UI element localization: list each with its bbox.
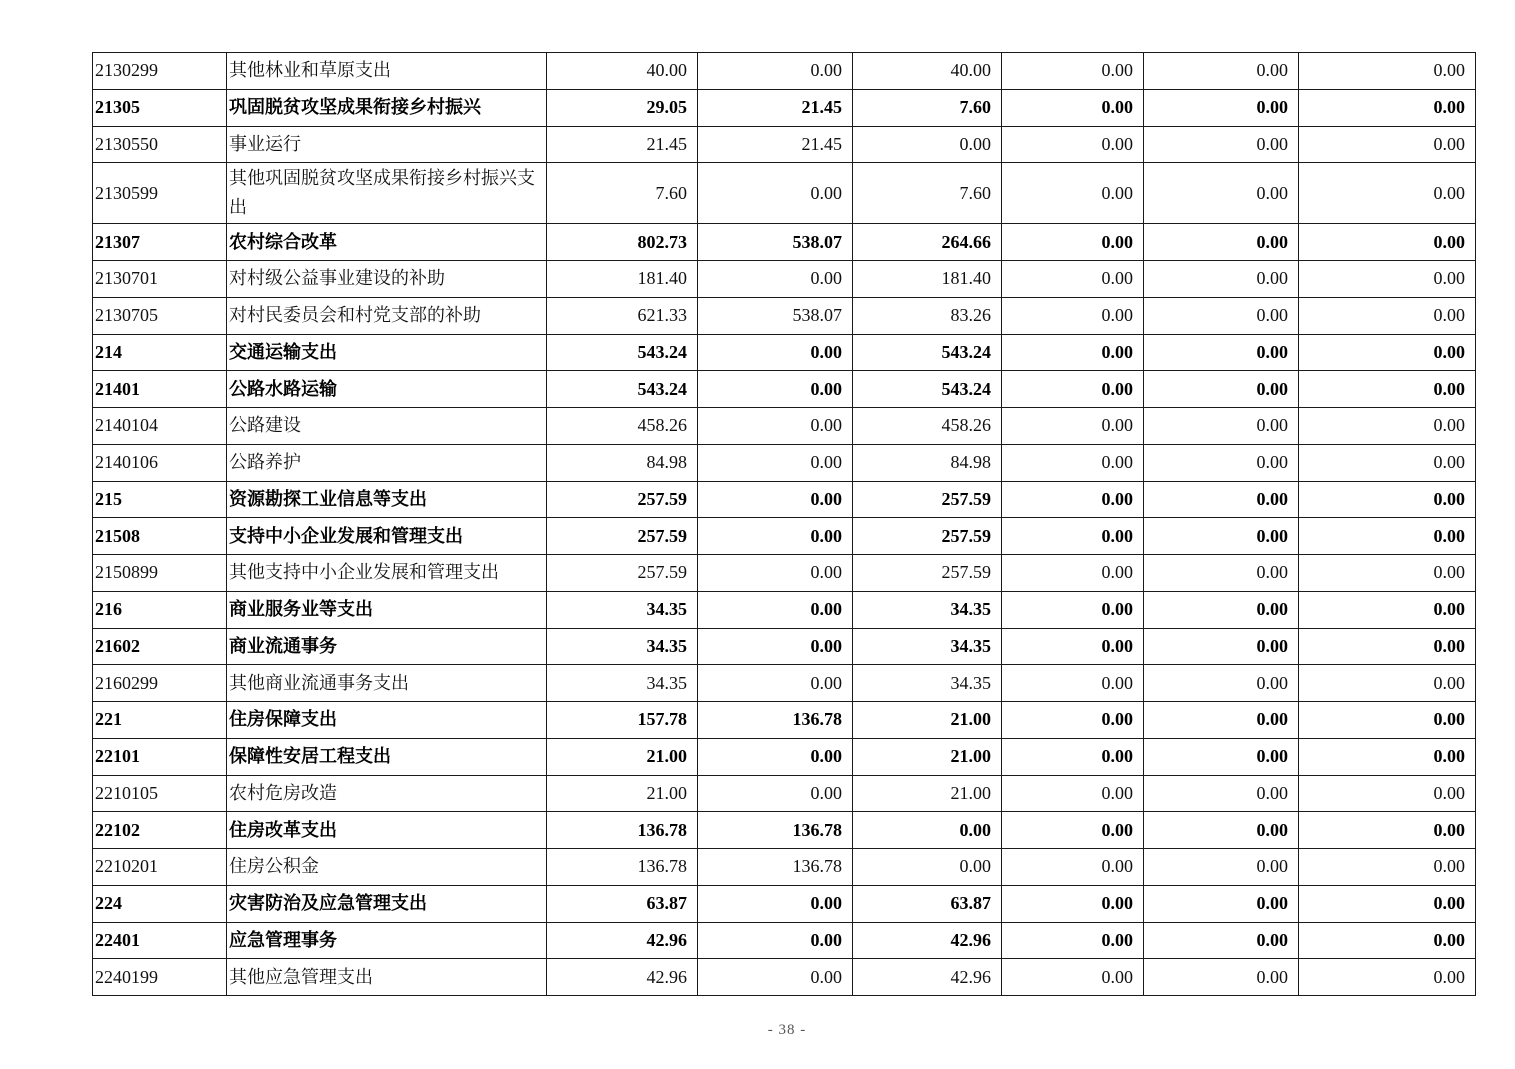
row-name-cell	[227, 959, 547, 995]
row-name-cell	[227, 555, 547, 591]
table-row	[93, 923, 1476, 960]
row-value: 84.98	[853, 445, 1002, 481]
row-value: 257.59	[547, 555, 698, 591]
row-name: 交通运输支出	[229, 341, 337, 362]
row-name: 应急管理事务	[229, 929, 337, 950]
row-value: 264.66	[853, 224, 1002, 260]
row-code: 21602	[93, 629, 227, 665]
row-value: 181.40	[547, 261, 698, 297]
row-value: 0.00	[698, 53, 853, 89]
row-code: 2130701	[93, 261, 227, 297]
row-value: 136.78	[547, 849, 698, 885]
row-value: 40.00	[853, 53, 1002, 89]
row-value: 0.00	[1299, 261, 1476, 297]
row-value: 0.00	[1299, 224, 1476, 260]
row-value: 458.26	[547, 408, 698, 444]
table-row	[93, 518, 1476, 555]
row-name-cell	[227, 886, 547, 922]
row-value: 0.00	[1144, 702, 1299, 738]
row-name: 其他应急管理支出	[229, 966, 373, 987]
row-value: 0.00	[1144, 592, 1299, 628]
row-code: 221	[93, 702, 227, 738]
row-value: 0.00	[1002, 224, 1144, 260]
row-value: 543.24	[547, 371, 698, 407]
table-row	[93, 90, 1476, 127]
row-code: 21508	[93, 518, 227, 554]
row-name-cell	[227, 702, 547, 738]
row-value: 0.00	[1144, 739, 1299, 775]
row-value: 0.00	[1299, 371, 1476, 407]
row-value: 0.00	[1002, 90, 1144, 126]
row-value: 0.00	[1002, 886, 1144, 922]
row-name-cell	[227, 482, 547, 518]
row-value: 0.00	[1299, 127, 1476, 163]
row-code: 21307	[93, 224, 227, 260]
row-name: 灾害防治及应急管理支出	[229, 893, 427, 914]
table-row	[93, 702, 1476, 739]
row-value: 0.00	[1144, 849, 1299, 885]
row-value: 0.00	[1144, 665, 1299, 701]
row-value: 34.35	[547, 665, 698, 701]
row-value: 257.59	[853, 518, 1002, 554]
row-value: 0.00	[1144, 518, 1299, 554]
row-value: 0.00	[1144, 261, 1299, 297]
row-value: 0.00	[1299, 739, 1476, 775]
row-value: 621.33	[547, 298, 698, 334]
row-value: 0.00	[1002, 371, 1144, 407]
row-value: 63.87	[547, 886, 698, 922]
row-value: 0.00	[1299, 90, 1476, 126]
row-code: 2160299	[93, 665, 227, 701]
row-value: 0.00	[1002, 776, 1144, 812]
row-value: 0.00	[1002, 739, 1144, 775]
row-value: 0.00	[1002, 959, 1144, 995]
row-value: 0.00	[1144, 335, 1299, 371]
table-row	[93, 849, 1476, 886]
row-value: 0.00	[1144, 555, 1299, 591]
row-value: 0.00	[1144, 812, 1299, 848]
row-value: 0.00	[1002, 518, 1144, 554]
row-name-cell	[227, 261, 547, 297]
row-name: 资源勘探工业信息等支出	[229, 488, 427, 509]
row-value: 0.00	[1002, 555, 1144, 591]
row-value: 0.00	[1299, 702, 1476, 738]
row-name: 住房公积金	[229, 856, 319, 877]
row-name-cell	[227, 53, 547, 89]
row-value: 0.00	[1144, 90, 1299, 126]
table-row	[93, 371, 1476, 408]
table-row	[93, 127, 1476, 164]
row-value: 21.00	[547, 776, 698, 812]
row-value: 0.00	[1299, 629, 1476, 665]
row-value: 543.24	[853, 371, 1002, 407]
row-code: 214	[93, 335, 227, 371]
row-value: 157.78	[547, 702, 698, 738]
row-name-cell	[227, 629, 547, 665]
row-name-cell	[227, 90, 547, 126]
row-value: 0.00	[698, 335, 853, 371]
row-name-cell	[227, 812, 547, 848]
row-name-cell	[227, 224, 547, 260]
row-value: 136.78	[698, 812, 853, 848]
row-value: 0.00	[853, 849, 1002, 885]
row-code: 21305	[93, 90, 227, 126]
row-value: 0.00	[1144, 224, 1299, 260]
row-value: 0.00	[1299, 592, 1476, 628]
row-value: 0.00	[853, 812, 1002, 848]
row-value: 0.00	[1002, 298, 1144, 334]
row-name: 保障性安居工程支出	[229, 746, 391, 767]
row-name-cell	[227, 445, 547, 481]
row-name: 事业运行	[229, 133, 301, 154]
row-value: 0.00	[1299, 849, 1476, 885]
row-value: 0.00	[1299, 923, 1476, 959]
row-value: 42.96	[547, 959, 698, 995]
row-code: 2130299	[93, 53, 227, 89]
row-value: 0.00	[1299, 518, 1476, 554]
row-value: 21.45	[547, 127, 698, 163]
row-value: 0.00	[698, 739, 853, 775]
row-name: 商业服务业等支出	[229, 599, 373, 620]
row-value: 0.00	[698, 923, 853, 959]
row-value: 42.96	[547, 923, 698, 959]
row-value: 0.00	[1144, 163, 1299, 223]
row-value: 0.00	[1002, 923, 1144, 959]
row-name: 对村级公益事业建设的补助	[229, 268, 445, 289]
row-value: 21.00	[547, 739, 698, 775]
row-name: 巩固脱贫攻坚成果衔接乡村振兴	[229, 97, 481, 118]
row-name-cell	[227, 408, 547, 444]
row-name-cell	[227, 371, 547, 407]
row-value: 21.00	[853, 702, 1002, 738]
row-name: 支持中小企业发展和管理支出	[229, 525, 463, 546]
row-value: 0.00	[1144, 923, 1299, 959]
row-value: 34.35	[547, 592, 698, 628]
row-value: 0.00	[1002, 335, 1144, 371]
row-value: 0.00	[698, 776, 853, 812]
row-name: 公路水路运输	[229, 378, 337, 399]
row-value: 0.00	[698, 163, 853, 223]
row-code: 2210105	[93, 776, 227, 812]
row-name-cell	[227, 298, 547, 334]
row-value: 0.00	[698, 886, 853, 922]
row-value: 42.96	[853, 923, 1002, 959]
row-name: 农村综合改革	[229, 231, 337, 252]
table-row	[93, 163, 1476, 224]
row-value: 0.00	[1299, 555, 1476, 591]
table-row	[93, 261, 1476, 298]
table-row	[93, 739, 1476, 776]
row-value: 0.00	[1144, 371, 1299, 407]
row-value: 0.00	[698, 518, 853, 554]
row-code: 22102	[93, 812, 227, 848]
row-value: 34.35	[547, 629, 698, 665]
row-value: 21.45	[698, 90, 853, 126]
row-value: 0.00	[1299, 335, 1476, 371]
row-name: 其他巩固脱贫攻坚成果衔接乡村振兴支出	[229, 168, 535, 218]
row-value: 0.00	[1002, 702, 1144, 738]
row-name-cell	[227, 163, 547, 223]
row-name-cell	[227, 776, 547, 812]
page-number: - 38 -	[767, 1022, 807, 1038]
table-row	[93, 886, 1476, 923]
row-value: 0.00	[853, 127, 1002, 163]
row-value: 257.59	[547, 518, 698, 554]
row-value: 0.00	[1144, 53, 1299, 89]
row-value: 0.00	[1144, 886, 1299, 922]
row-value: 0.00	[698, 959, 853, 995]
row-code: 2240199	[93, 959, 227, 995]
row-value: 83.26	[853, 298, 1002, 334]
row-value: 84.98	[547, 445, 698, 481]
table-row	[93, 335, 1476, 372]
row-value: 538.07	[698, 298, 853, 334]
row-value: 7.60	[853, 90, 1002, 126]
row-code: 22101	[93, 739, 227, 775]
row-value: 0.00	[1299, 665, 1476, 701]
row-value: 0.00	[698, 371, 853, 407]
row-value: 0.00	[1299, 298, 1476, 334]
row-value: 257.59	[853, 555, 1002, 591]
table-row	[93, 665, 1476, 702]
row-value: 0.00	[1002, 629, 1144, 665]
table-row	[93, 555, 1476, 592]
table-row	[93, 53, 1476, 90]
row-value: 0.00	[698, 665, 853, 701]
row-value: 0.00	[698, 629, 853, 665]
table-row	[93, 812, 1476, 849]
row-value: 136.78	[547, 812, 698, 848]
row-value: 7.60	[853, 163, 1002, 223]
row-value: 0.00	[1002, 261, 1144, 297]
row-code: 215	[93, 482, 227, 518]
row-value: 21.00	[853, 776, 1002, 812]
row-name-cell	[227, 335, 547, 371]
row-value: 0.00	[698, 261, 853, 297]
row-value: 0.00	[1144, 127, 1299, 163]
row-code: 224	[93, 886, 227, 922]
row-value: 538.07	[698, 224, 853, 260]
row-code: 2140106	[93, 445, 227, 481]
row-value: 0.00	[1299, 408, 1476, 444]
row-value: 40.00	[547, 53, 698, 89]
row-value: 181.40	[853, 261, 1002, 297]
row-value: 42.96	[853, 959, 1002, 995]
table-row	[93, 629, 1476, 666]
table-row	[93, 224, 1476, 261]
row-name-cell	[227, 849, 547, 885]
row-value: 34.35	[853, 592, 1002, 628]
row-value: 0.00	[1299, 445, 1476, 481]
row-value: 0.00	[1144, 298, 1299, 334]
row-value: 0.00	[1144, 445, 1299, 481]
row-name: 农村危房改造	[229, 782, 337, 803]
row-code: 21401	[93, 371, 227, 407]
budget-table	[92, 52, 1476, 996]
row-name: 公路建设	[229, 415, 301, 436]
row-name-cell	[227, 592, 547, 628]
row-value: 7.60	[547, 163, 698, 223]
row-value: 0.00	[1002, 408, 1144, 444]
table-row	[93, 592, 1476, 629]
row-code: 2150899	[93, 555, 227, 591]
table-row	[93, 776, 1476, 813]
row-value: 257.59	[853, 482, 1002, 518]
row-value: 0.00	[698, 482, 853, 518]
row-code: 22401	[93, 923, 227, 959]
table-row	[93, 482, 1476, 519]
row-value: 458.26	[853, 408, 1002, 444]
row-value: 543.24	[853, 335, 1002, 371]
row-name: 公路养护	[229, 452, 301, 473]
row-value: 29.05	[547, 90, 698, 126]
row-name-cell	[227, 127, 547, 163]
row-name-cell	[227, 518, 547, 554]
row-value: 0.00	[1002, 812, 1144, 848]
row-value: 0.00	[1144, 482, 1299, 518]
table-row	[93, 408, 1476, 445]
row-value: 0.00	[1002, 127, 1144, 163]
row-value: 543.24	[547, 335, 698, 371]
row-value: 21.00	[853, 739, 1002, 775]
row-name-cell	[227, 665, 547, 701]
row-value: 136.78	[698, 702, 853, 738]
table-row	[93, 298, 1476, 335]
row-value: 0.00	[1002, 665, 1144, 701]
row-value: 0.00	[1002, 163, 1144, 223]
row-name: 其他林业和草原支出	[229, 60, 391, 81]
row-value: 34.35	[853, 665, 1002, 701]
row-value: 0.00	[1299, 776, 1476, 812]
table-row	[93, 959, 1476, 996]
row-value: 0.00	[1299, 812, 1476, 848]
row-name: 住房保障支出	[229, 709, 337, 730]
row-value: 0.00	[1144, 629, 1299, 665]
row-value: 0.00	[1144, 959, 1299, 995]
row-name: 其他支持中小企业发展和管理支出	[229, 562, 499, 583]
row-name: 对村民委员会和村党支部的补助	[229, 305, 481, 326]
row-value: 0.00	[1299, 959, 1476, 995]
row-name-cell	[227, 739, 547, 775]
row-name-cell	[227, 923, 547, 959]
row-value: 0.00	[1144, 408, 1299, 444]
row-code: 2130599	[93, 163, 227, 223]
row-name: 商业流通事务	[229, 635, 337, 656]
row-code: 2210201	[93, 849, 227, 885]
row-value: 0.00	[1299, 482, 1476, 518]
row-code: 2140104	[93, 408, 227, 444]
row-value: 0.00	[1002, 849, 1144, 885]
row-value: 34.35	[853, 629, 1002, 665]
row-name: 住房改革支出	[229, 819, 337, 840]
row-value: 0.00	[698, 408, 853, 444]
row-value: 0.00	[1299, 886, 1476, 922]
row-value: 0.00	[1299, 53, 1476, 89]
row-value: 0.00	[1002, 482, 1144, 518]
row-value: 21.45	[698, 127, 853, 163]
row-value: 0.00	[698, 555, 853, 591]
row-value: 257.59	[547, 482, 698, 518]
row-code: 216	[93, 592, 227, 628]
row-value: 63.87	[853, 886, 1002, 922]
row-value: 0.00	[1299, 163, 1476, 223]
row-code: 2130705	[93, 298, 227, 334]
row-name: 其他商业流通事务支出	[229, 672, 409, 693]
row-value: 0.00	[1144, 776, 1299, 812]
row-value: 0.00	[1002, 445, 1144, 481]
row-value: 0.00	[1002, 592, 1144, 628]
row-value: 136.78	[698, 849, 853, 885]
row-value: 0.00	[698, 592, 853, 628]
table-row	[93, 445, 1476, 482]
row-value: 0.00	[698, 445, 853, 481]
row-value: 802.73	[547, 224, 698, 260]
row-value: 0.00	[1002, 53, 1144, 89]
row-code: 2130550	[93, 127, 227, 163]
